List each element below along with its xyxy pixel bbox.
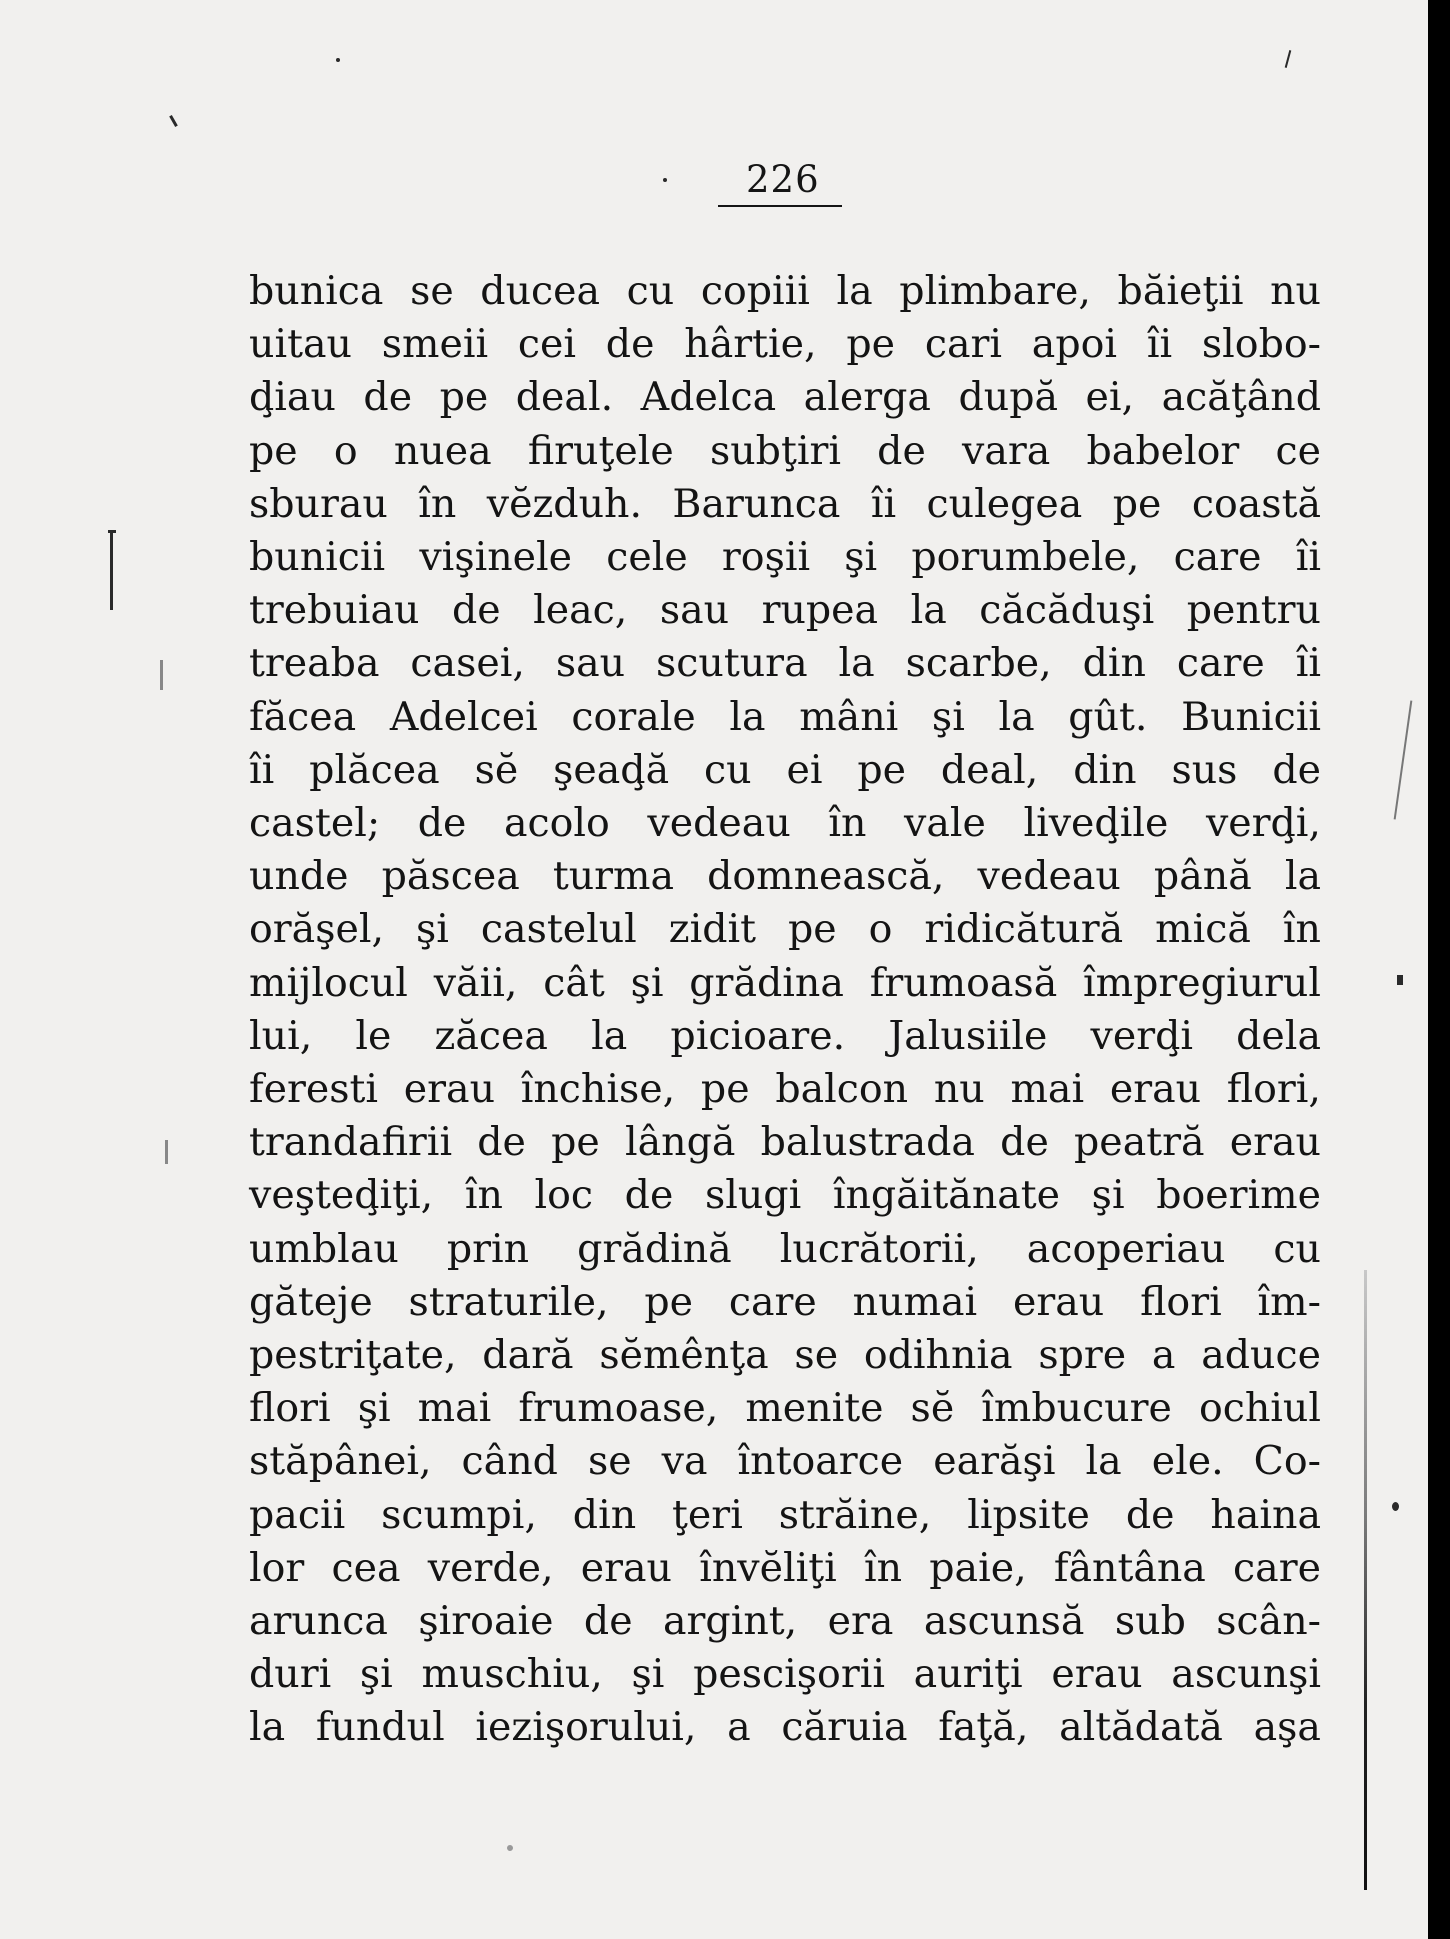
text-line: găteje straturile, pe care numai erau flori îm- — [249, 1278, 1321, 1325]
text-line: feresti erau închise, pe balcon nu mai erau flori, — [249, 1066, 1321, 1113]
scan-mark — [663, 178, 667, 182]
text-line: unde păscea turma domnească, vedeau până la — [249, 853, 1321, 900]
text-line: trebuiau de leac, sau rupea la căcăduşi pentru — [249, 587, 1321, 634]
text-line: veşteḑiţi, în loc de slugi îngăitănate şi boerime — [249, 1172, 1321, 1219]
text-line: bunica se ducea cu copiii la plimbare, băieţii nu — [249, 268, 1321, 314]
text-line: ḑiau de pe deal. Adelca alerga după ei, acăţând — [249, 374, 1321, 421]
text-line: castel; de acolo vedeau în vale liveḑile verḑi, — [249, 800, 1321, 847]
scan-mark — [108, 530, 116, 533]
page-number: 226 — [746, 158, 820, 201]
text-line: sburau în vĕzduh. Barunca îi culegea pe coastă — [249, 480, 1321, 527]
text-line: mijlocul văii, cât şi grădina frumoasă împregiurul — [249, 959, 1321, 1006]
text-line: îi plăcea sĕ şeaḑă cu ei pe deal, din sus de — [249, 746, 1321, 793]
scan-mark — [1394, 700, 1413, 819]
text-line: lui, le zăcea la picioare. Jalusiile verḑi dela — [249, 1012, 1321, 1059]
text-line: pe o nuea firuţele subţiri de vara babelor ce — [249, 427, 1321, 474]
text-line: pacii scumpi, din ţeri străine, lipsite de haina — [249, 1491, 1321, 1538]
text-line: lor cea verde, erau învĕliţi în paie, fântâna care — [249, 1544, 1321, 1591]
text-line: orăşel, şi castelul zidit pe o ridicătură mică în — [249, 906, 1321, 953]
text-line: arunca şiroaie de argint, era ascunsă sub scân- — [249, 1598, 1321, 1645]
text-line: trandafirii de pe lângă balustrada de peatră erau — [249, 1119, 1321, 1166]
text-line: flori şi mai frumoase, menite sĕ îmbucure ochiul — [249, 1385, 1321, 1432]
scan-mark — [110, 530, 113, 610]
text-line: treaba casei, sau scutura la scarbe, din care îi — [249, 640, 1321, 687]
scan-mark — [169, 115, 178, 127]
text-line: bunicii vişinele cele roşii şi porumbele, care îi — [249, 534, 1321, 581]
text-line: uitau smeii cei de hârtie, pe cari apoi îi slobo- — [249, 321, 1321, 368]
scan-mark — [1285, 50, 1292, 68]
scan-mark — [1397, 975, 1403, 985]
scan-edge-line — [1364, 1270, 1367, 1890]
text-line: duri şi muschiu, şi pescişorii auriţi erau ascunşi — [249, 1651, 1321, 1698]
body-text — [249, 265, 1321, 1755]
scan-mark — [1392, 1502, 1399, 1511]
scan-mark — [507, 1845, 513, 1851]
text-line: făcea Adelcei corale la mâni şi la gût. Bunicii — [249, 693, 1321, 740]
scan-mark — [336, 58, 340, 62]
scan-mark — [165, 1140, 168, 1164]
text-line: umblau prin grădină lucrătorii, acoperiau cu — [249, 1225, 1321, 1272]
text-line: pestriţate, dară sĕmênţa se odihnia spre a aduce — [249, 1332, 1321, 1379]
text-line: stăpânei, când se va întoarce earăşi la ele. Co- — [249, 1438, 1321, 1485]
scan-mark — [160, 660, 163, 690]
text-line: la fundul iezişorului, a căruia faţă, altădată aşa — [249, 1704, 1321, 1751]
page-number-rule — [718, 205, 842, 207]
